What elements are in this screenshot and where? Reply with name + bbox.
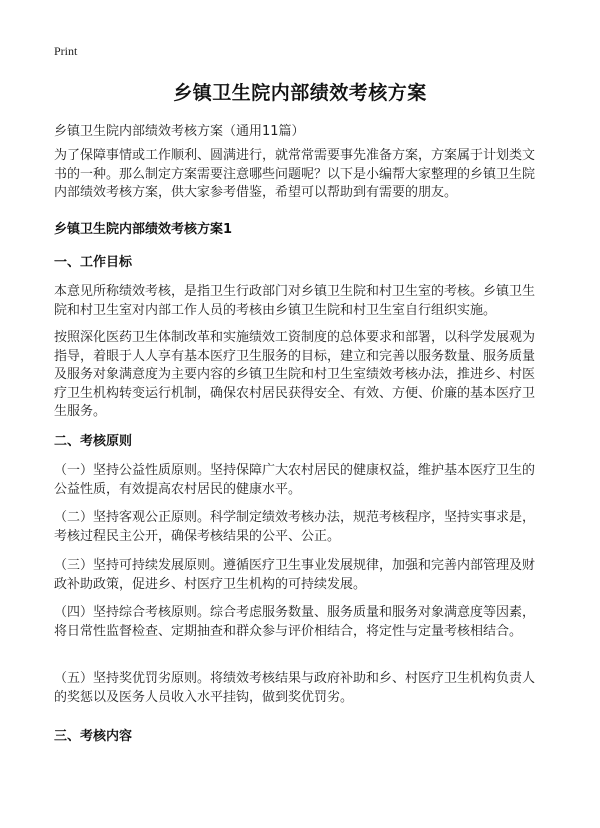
heading-work-goal: 一、工作目标	[54, 255, 133, 270]
section-title: 乡镇卫生院内部绩效考核方案1	[54, 222, 233, 237]
paragraph: （一）坚持公益性质原则。坚持保障广大农村居民的健康权益，维护基本医疗卫生的公益性质，有效提高农村居民的健康水平。	[54, 463, 536, 497]
heading-content: 三、考核内容	[54, 729, 133, 744]
paragraph: （三）坚持可持续发展原则。遵循医疗卫生事业发展规律，加强和完善内部管理及财政补助政策，促进乡、村医疗卫生机构的可持续发展。	[54, 558, 536, 592]
paragraph: 按照深化医药卫生体制改革和实施绩效工资制度的总体要求和部署，以科学发展观为指导，着眼于人人享有基本医疗卫生服务的目标，建立和完善以服务数量、服务质量及服务对象满意度为主要内容的乡镇卫生院和村卫生室绩效考核办法，推进乡、村医疗卫生机构转变运行机制，确保农村居民获得安全、有效、方便、价廉的基本医疗卫生服务。	[54, 330, 536, 419]
paragraph: 本意见所称绩效考核，是指卫生行政部门对乡镇卫生院和村卫生室的考核。乡镇卫生院和村卫生室对内部工作人员的考核由乡镇卫生院和村卫生室自行组织实施。	[54, 284, 536, 318]
paragraph: （五）坚持奖优罚劣原则。将绩效考核结果与政府补助和乡、村医疗卫生机构负责人的奖惩以及医务人员收入水平挂钩，做到奖优罚劣。	[54, 671, 536, 705]
intro-paragraph: 为了保障事情或工作顺利、圆满进行，就常常需要事先准备方案，方案属于计划类文书的一种。那么制定方案需要注意哪些问题呢？以下是小编帮大家整理的乡镇卫生院内部绩效考核方案，供大家参考借鉴，希望可以帮助到有需要的朋友。	[54, 148, 536, 200]
document-title: 乡镇卫生院内部绩效考核方案	[173, 82, 427, 104]
document-subtitle: 乡镇卫生院内部绩效考核方案（通用11篇）	[54, 124, 305, 139]
paragraph: （二）坚持客观公正原则。科学制定绩效考核办法，规范考核程序，坚持实事求是，考核过程民主公开，确保考核结果的公平、公正。	[54, 510, 536, 544]
heading-principles: 二、考核原则	[54, 434, 133, 449]
print-label: Print	[54, 44, 78, 58]
paragraph: （四）坚持综合考核原则。综合考虑服务数量、服务质量和服务对象满意度等因素，将日常性监督检查、定期抽查和群众参与评价相结合，将定性与定量考核相结合。	[54, 605, 536, 639]
